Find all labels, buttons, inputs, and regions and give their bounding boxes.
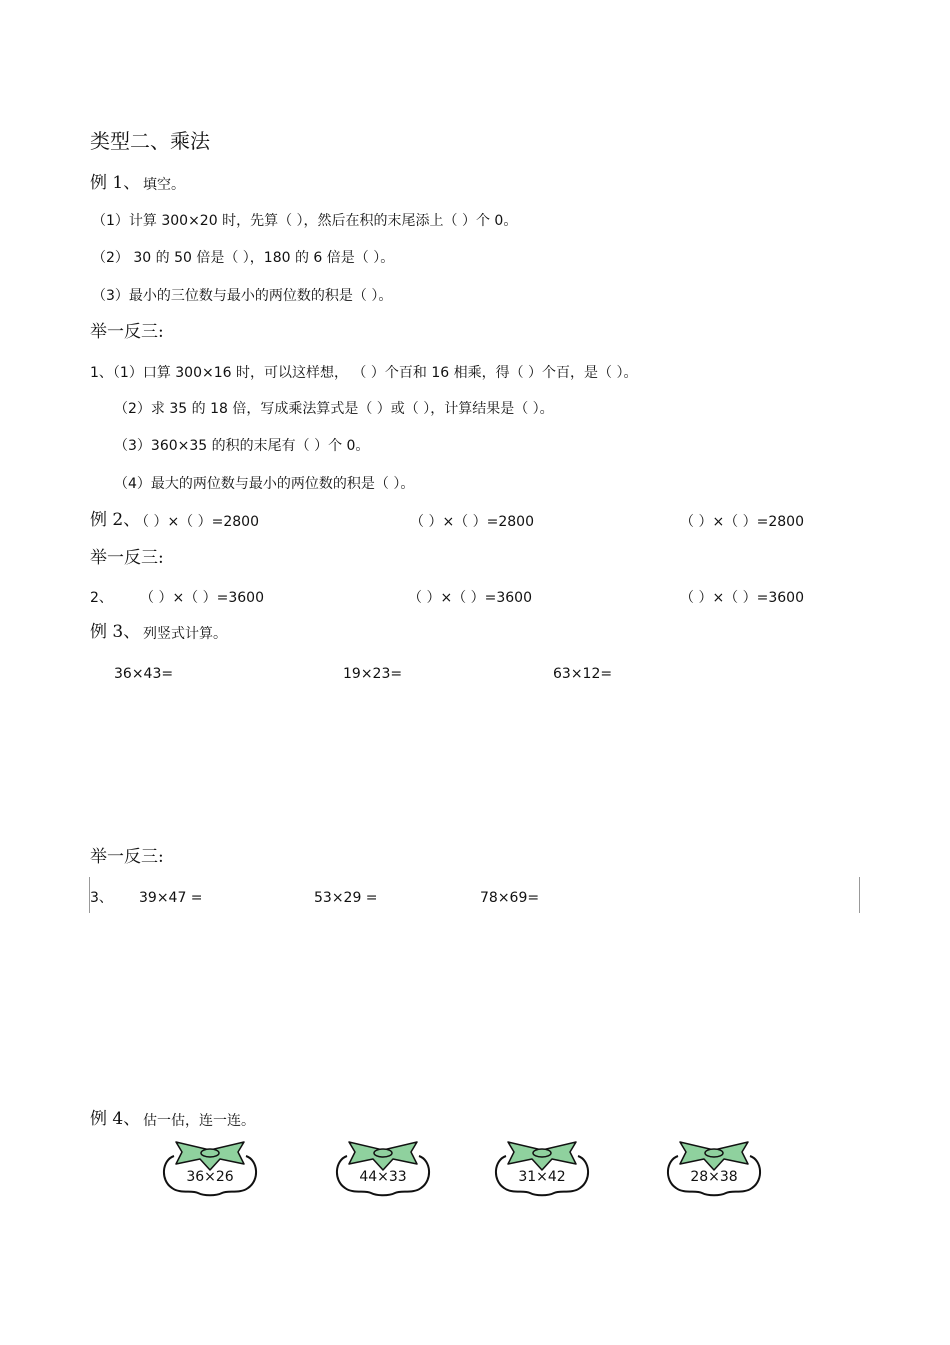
persimmon-label: 36×26 — [186, 1169, 234, 1185]
practice-1-line-1: 1、（1）口算 300×16 时，可以这样想， （ ）个百和 16 相乘，得（ ）个百，是（ ）。 — [90, 365, 638, 381]
example-1-question-1: （1）计算 300×20 时，先算（ ），然后在积的末尾添上（ ）个 0。 — [92, 213, 518, 229]
example-3-item-3: 63×12= — [553, 666, 613, 682]
persimmon-card-1[interactable] — [160, 1138, 260, 1198]
persimmon-card-4[interactable] — [664, 1138, 764, 1198]
practice-1-line-4: （4）最大的两位数与最小的两位数的积是（ ）。 — [114, 476, 415, 492]
persimmon-icon — [160, 1138, 260, 1198]
example-2-equation-1: （ ）×（ ）=2800 — [135, 514, 259, 530]
right-margin-line — [859, 877, 860, 913]
persimmon-icon — [333, 1138, 433, 1198]
practice-1-line-2: （2）求 35 的 18 倍，写成乘法算式是（ ）或（ ），计算结果是（ ）。 — [114, 401, 554, 417]
practice-1-heading: 举一反三: — [90, 322, 164, 342]
practice-1-line-3: （3）360×35 的积的末尾有（ ）个 0。 — [114, 438, 370, 454]
practice-3-number: 3、 — [90, 890, 113, 906]
persimmon-icon — [664, 1138, 764, 1198]
example-1-question-2: （2） 30 的 50 倍是（ ），180 的 6 倍是（ ）。 — [92, 250, 395, 266]
example-2-equation-3: （ ）×（ ）=2800 — [680, 514, 804, 530]
example-1-question-3: （3）最小的三位数与最小的两位数的积是（ ）。 — [92, 288, 393, 304]
persimmon-card-3[interactable] — [492, 1138, 592, 1198]
example-1-heading: 例 1、 — [90, 173, 141, 193]
example-2-heading: 例 2、 — [90, 510, 141, 530]
example-3-item-1: 36×43= — [114, 666, 174, 682]
persimmon-icon — [492, 1138, 592, 1198]
example-1-instruction: 填空。 — [143, 177, 185, 193]
practice-3-item-2: 53×29 = — [314, 890, 378, 906]
persimmon-label: 28×38 — [690, 1169, 738, 1185]
persimmon-label: 31×42 — [518, 1169, 566, 1185]
practice-2-equation-1: （ ）×（ ）=3600 — [140, 590, 264, 606]
practice-3-item-3: 78×69= — [480, 890, 540, 906]
practice-2-equation-3: （ ）×（ ）=3600 — [680, 590, 804, 606]
section-title: 类型二、乘法 — [90, 129, 210, 153]
practice-2-number: 2、 — [90, 590, 113, 606]
example-4-heading: 例 4、 — [90, 1109, 141, 1129]
practice-3-item-1: 39×47 = — [139, 890, 203, 906]
example-4-instruction: 估一估，连一连。 — [143, 1113, 255, 1129]
persimmon-label: 44×33 — [359, 1169, 407, 1185]
persimmon-card-2[interactable] — [333, 1138, 433, 1198]
example-2-equation-2: （ ）×（ ）=2800 — [410, 514, 534, 530]
practice-2-heading: 举一反三: — [90, 548, 164, 568]
practice-3-heading: 举一反三: — [90, 847, 164, 867]
practice-2-equation-2: （ ）×（ ）=3600 — [408, 590, 532, 606]
example-3-heading: 例 3、 — [90, 622, 141, 642]
example-3-instruction: 列竖式计算。 — [143, 626, 227, 642]
example-3-item-2: 19×23= — [343, 666, 403, 682]
